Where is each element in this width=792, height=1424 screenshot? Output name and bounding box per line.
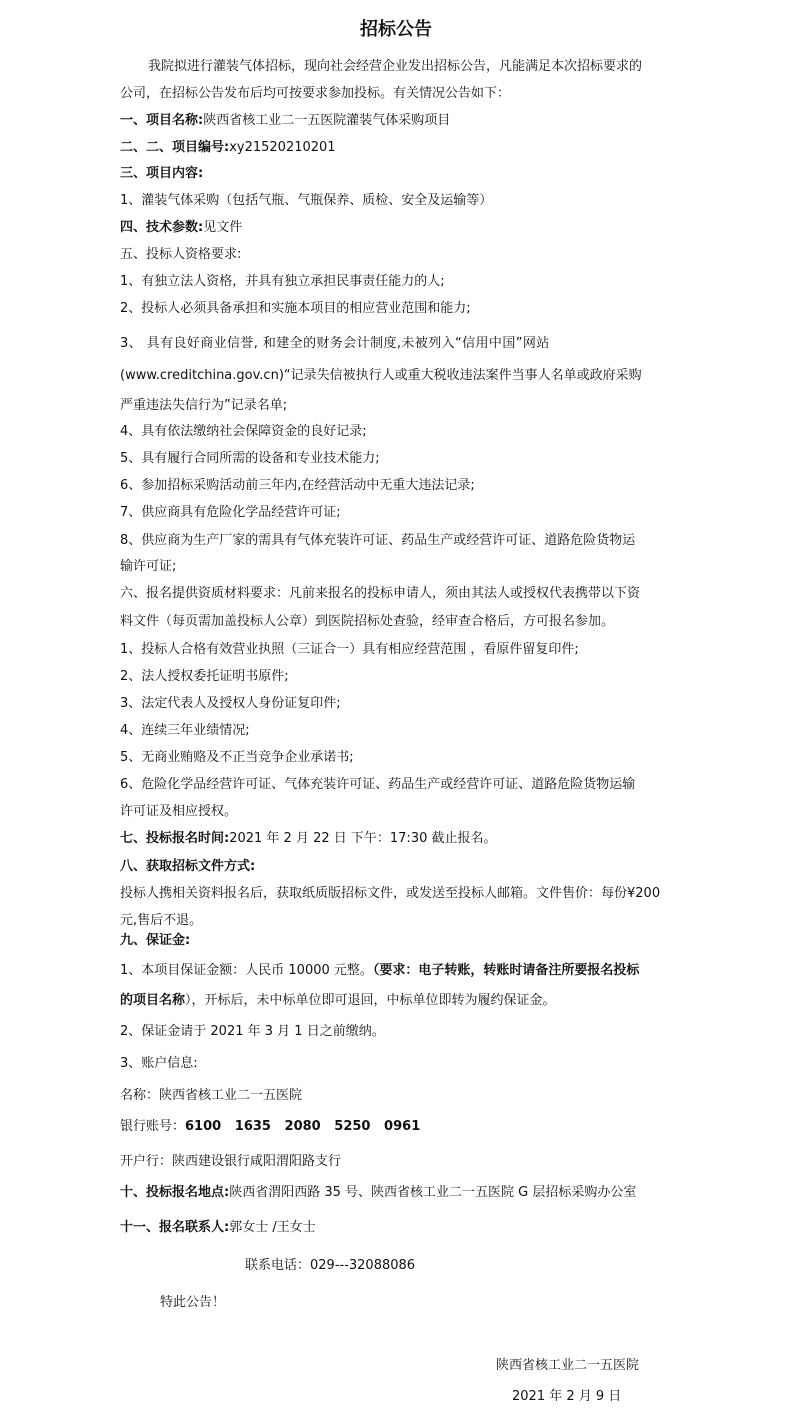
section-10-value: 陕西省渭阳西路 35 号、陕西省核工业二一五医院 G 层招标采购办公室 <box>229 1185 637 1200</box>
section-5-item-8-line-1: 8、供应商为生产厂家的需具有气体充装许可证、药品生产或经营许可证、道路危险货物运 <box>120 533 636 548</box>
section-1 <box>120 112 450 130</box>
section-4-label: 四、技术参数: <box>120 220 204 235</box>
deposit-requirement-cont: 的项目名称 <box>120 993 186 1008</box>
section-4-value: 见文件 <box>203 220 243 235</box>
section-10-label: 十、投标报名地点: <box>120 1185 230 1200</box>
notice-title: 招标公告 <box>360 19 432 40</box>
signature-org: 陕西省核工业二一五医院 <box>496 1358 640 1373</box>
section-8-label: 八、获取招标文件方式: <box>120 859 256 874</box>
section-5-label: 五、投标人资格要求: <box>120 247 242 262</box>
section-5-item-3-line-2: (www.creditchina.gov.cn)“记录失信被执行人或重大税收违法案件当事人名单或政府采购 <box>120 368 642 383</box>
section-9-label: 九、保证金: <box>120 933 191 948</box>
section-6-item-1: 1、投标人合格有效营业执照（三证合一）具有相应经营范围 ，看原件留复印件; <box>120 642 579 657</box>
section-5-item-8-line-2: 输许可证; <box>120 559 177 574</box>
section-9-item-1-line-1 <box>120 962 639 980</box>
section-5-item-3-line-3: 严重违法失信行为”记录名单; <box>120 398 288 413</box>
section-6-line-1: 六、报名提供资质材料要求：凡前来报名的投标申请人，须由其法人或授权代表携带以下资 <box>120 586 641 601</box>
section-9-item-2: 2、保证金请于 2021 年 3 月 1 日之前缴纳。 <box>120 1024 385 1039</box>
section-11 <box>120 1219 316 1237</box>
section-2-label: 二、二、项目编号: <box>120 140 230 155</box>
intro-line-2: 公司，在招标公告发布后均可按要求参加投标。有关情况公告如下： <box>120 86 511 101</box>
section-8-line-1: 投标人携相关资料报名后，获取纸质版招标文件，或发送至投标人邮箱。文件售价：每份¥200 <box>120 886 661 901</box>
section-2-value: xy21520210201 <box>229 140 336 155</box>
section-6-item-4: 4、连续三年业绩情况; <box>120 723 250 738</box>
section-5-item-2: 2、投标人必须具备承担和实施本项目的相应营业范围和能力; <box>120 301 471 316</box>
section-5-item-5: 5、具有履行合同所需的设备和专业技术能力; <box>120 451 380 466</box>
section-5-item-1: 1、有独立法人资格，并具有独立承担民事责任能力的人; <box>120 274 445 289</box>
signature-date: 2021 年 2 月 9 日 <box>512 1389 622 1404</box>
section-6-item-6-line-2: 许可证及相应授权。 <box>120 804 238 819</box>
account-number <box>120 1118 420 1136</box>
account-bank: 开户行：陕西建设银行咸阳渭阳路支行 <box>120 1154 342 1169</box>
section-6-item-5: 5、无商业贿赂及不正当竞争企业承诺书; <box>120 750 354 765</box>
intro-line-1: 我院拟进行灌装气体招标，现向社会经营企业发出招标公告，凡能满足本次招标要求的 <box>148 59 643 74</box>
section-5-item-6: 6、参加招标采购活动前三年内,在经营活动中无重大违法记录; <box>120 478 475 493</box>
section-5-item-4: 4、具有依法缴纳社会保障资金的良好记录; <box>120 424 367 439</box>
section-6-item-6-line-1: 6、危险化学品经营许可证、气体充装许可证、药品生产或经营许可证、道路危险货物运输 <box>120 777 636 792</box>
section-9-item-1-line-2 <box>120 992 556 1010</box>
section-5-item-3-line-1: 3、 具有良好商业信誉, 和建全的财务会计制度,未被列入“信用中国”网站 <box>120 336 550 351</box>
account-name: 名称：陕西省核工业二一五医院 <box>120 1088 303 1103</box>
deposit-amount: 1、本项目保证金额：人民币 10000 元整。 <box>120 963 373 978</box>
section-11-label: 十一、报名联系人: <box>120 1220 230 1235</box>
account-number-value: 6100 1635 2080 5250 0961 <box>185 1119 421 1134</box>
contact-phone: 联系电话：029---32088086 <box>245 1258 416 1273</box>
section-8-line-2: 元,售后不退。 <box>120 913 203 928</box>
section-3-item-1: 1、灌装气体采购（包括气瓶、气瓶保养、质检、安全及运输等） <box>120 193 493 208</box>
section-3-label: 三、项目内容: <box>120 166 204 181</box>
section-1-label: 一、项目名称: <box>120 113 204 128</box>
section-7 <box>120 830 497 848</box>
section-11-value: 郭女士 /王女士 <box>229 1220 316 1235</box>
section-5-item-7: 7、供应商具有危险化学品经营许可证; <box>120 505 341 520</box>
section-10 <box>120 1184 636 1202</box>
section-2 <box>120 139 336 157</box>
closing-text: 特此公告！ <box>160 1295 226 1310</box>
account-number-label: 银行账号： <box>120 1119 186 1134</box>
section-7-label: 七、投标报名时间: <box>120 831 230 846</box>
section-1-value: 陕西省核工业二一五医院灌装气体采购项目 <box>203 113 451 128</box>
section-6-item-3: 3、法定代表人及授权人身份证复印件; <box>120 696 341 711</box>
section-7-value: 2021 年 2 月 22 日 下午：17:30 截止报名。 <box>229 831 497 846</box>
section-6-item-2: 2、法人授权委托证明书原件; <box>120 669 289 684</box>
deposit-requirement: （要求：电子转账，转账时请备注所要报名投标 <box>372 963 640 978</box>
deposit-refund-note: ），开标后，未中标单位即可退回，中标单位即转为履约保证金。 <box>185 993 556 1008</box>
section-9-item-3: 3、账户信息: <box>120 1056 198 1071</box>
section-4 <box>120 219 242 237</box>
section-6-line-2: 料文件（每页需加盖投标人公章）到医院招标处查验，经审查合格后，方可报名参加。 <box>120 614 615 629</box>
